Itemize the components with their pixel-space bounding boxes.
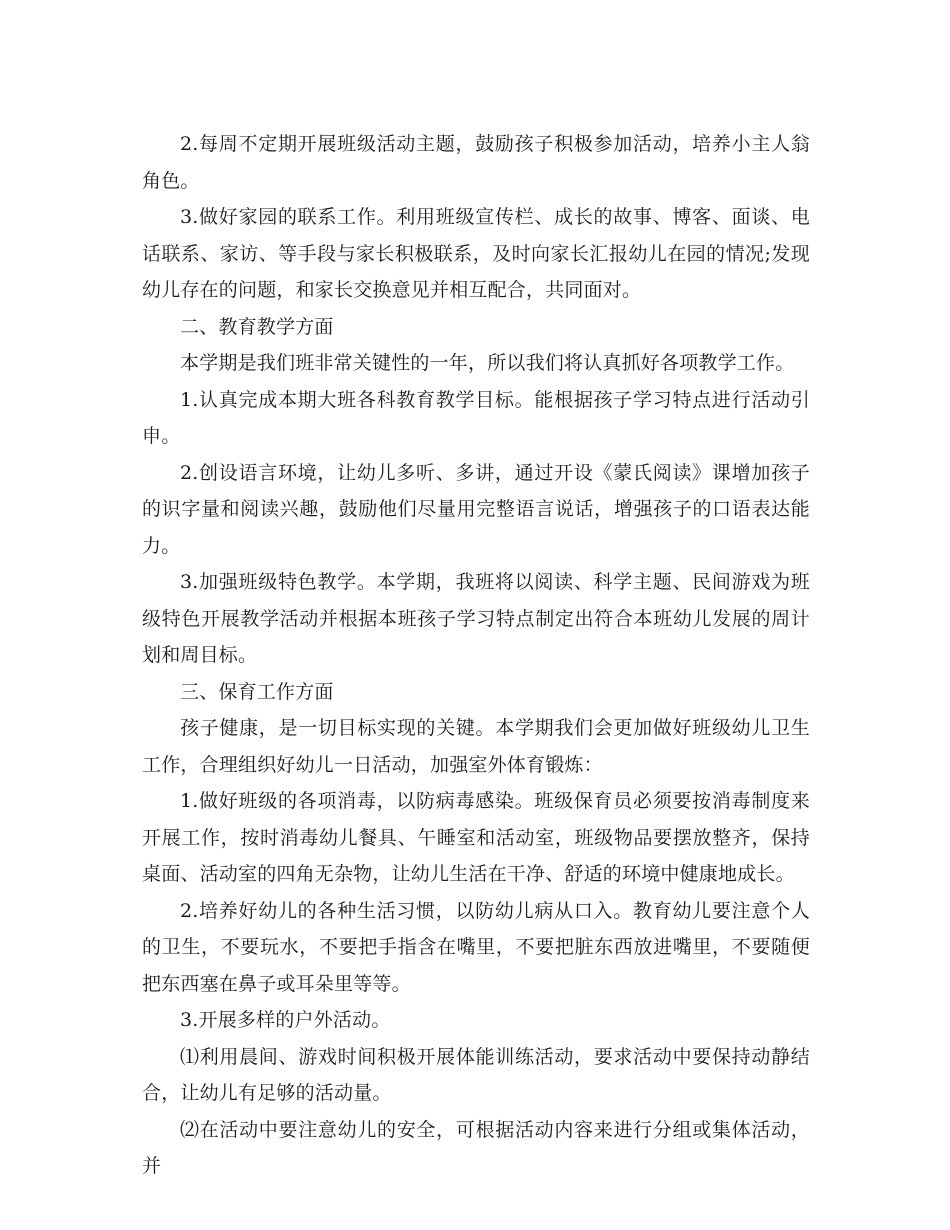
section-heading-care: 三、保育工作方面 xyxy=(180,680,334,703)
paragraph-item-2-activities: 2.每周不定期开展班级活动主题，鼓励孩子积极参加活动，培养小主人翁角色。 xyxy=(142,133,810,192)
document-body xyxy=(142,126,810,1185)
paragraph-language-environment: 2.创设语言环境，让幼儿多听、多讲，通过开设《蒙氏阅读》课增加孩子的识字量和阅读兴趣，鼓励他们尽量用完整语言说话，增强孩子的口语表达能力。 xyxy=(142,461,810,557)
paragraph-living-habits: 2.培养好幼儿的各种生活习惯，以防幼儿病从口入。教育幼儿要注意个人的卫生，不要玩水，不要把手指含在嘴里，不要把脏东西放进嘴里，不要随便把东西塞在鼻子或耳朵里等等。 xyxy=(142,899,810,995)
section-heading-education: 二、教育教学方面 xyxy=(180,315,334,338)
paragraph-health-intro: 孩子健康，是一切目标实现的关键。本学期我们会更加做好班级幼儿卫生工作，合理组织好幼儿一日活动，加强室外体育锻炼： xyxy=(142,717,810,776)
paragraph-activity-safety: ⑵在活动中要注意幼儿的安全，可根据活动内容来进行分组或集体活动，并 xyxy=(142,1118,810,1177)
paragraph-featured-teaching: 3.加强班级特色教学。本学期，我班将以阅读、科学主题、民间游戏为班级特色开展教学活动并根据本班孩子学习特点制定出符合本班幼儿发展的周计划和周目标。 xyxy=(142,571,810,666)
paragraph-semester-intro: 本学期是我们班非常关键性的一年，所以我们将认真抓好各项教学工作。 xyxy=(180,352,795,374)
paragraph-teaching-goals: 1.认真完成本期大班各科教育教学目标。能根据孩子学习特点进行活动引申。 xyxy=(142,388,810,447)
paragraph-disinfection: 1.做好班级的各项消毒，以防病毒感染。班级保育员必须要按消毒制度来开展工作，按时消毒幼儿餐具、午睡室和活动室，班级物品要摆放整齐，保持桌面、活动室的四角无杂物，让幼儿生活在干净、舒适的环境中健康地成长。 xyxy=(142,790,810,885)
paragraph-home-school-contact: 3.做好家园的联系工作。利用班级宣传栏、成长的故事、博客、面谈、电话联系、家访、等手段与家长积极联系，及时向家长汇报幼儿在园的情况;发现幼儿存在的问题，和家长交换意见并相互配合，共同面对。 xyxy=(142,206,810,301)
paragraph-morning-training: ⑴利用晨间、游戏时间积极开展体能训练活动，要求活动中要保持动静结合，让幼儿有足够的活动量。 xyxy=(142,1045,810,1104)
paragraph-outdoor-activities: 3.开展多样的户外活动。 xyxy=(180,1009,391,1031)
